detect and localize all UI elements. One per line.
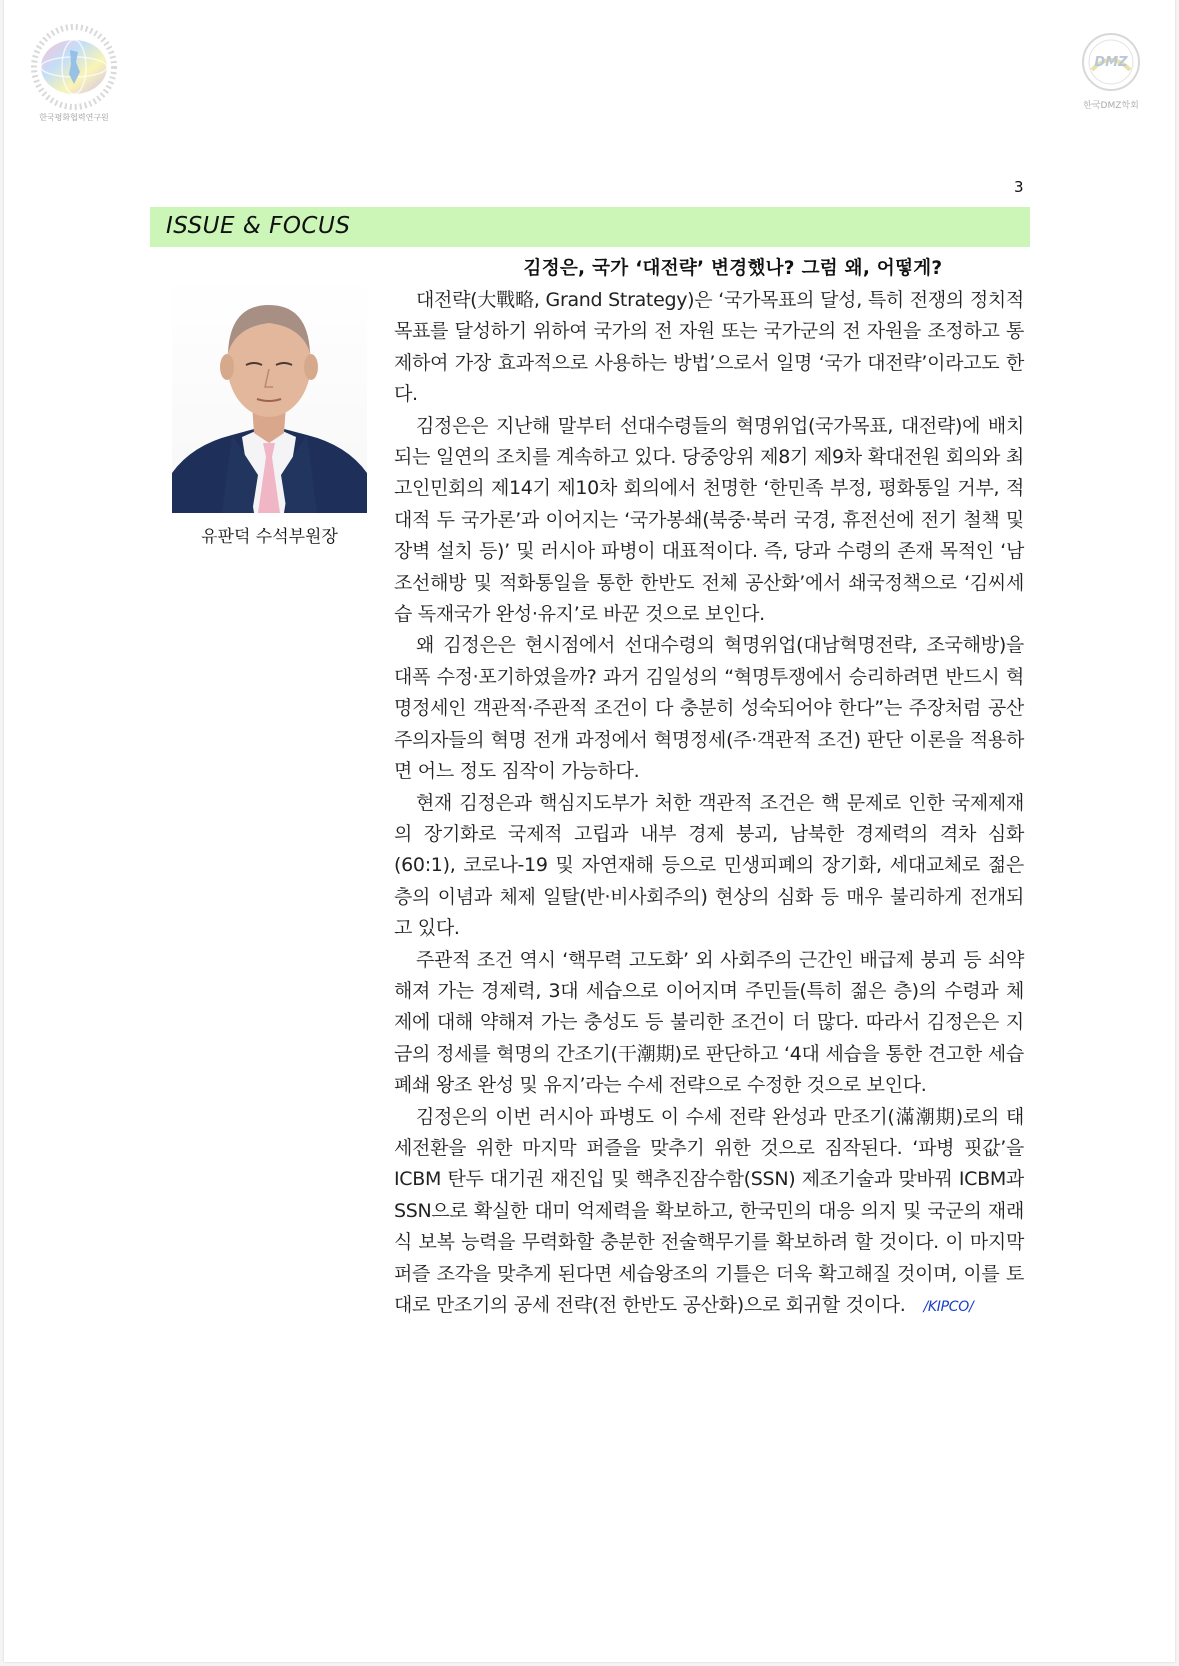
logo-left-caption: 한국평화협력연구원 [39,113,109,122]
article-paragraph: 왜 김정은은 현시점에서 선대수령의 혁명위업(대남혁명전략, 조국해방)을 대폭 수정·포기하였을까? 과거 김일성의 “혁명투쟁에서 승리하려면 반드시 혁명정세인 객관적·주관적 조건이 다 충분히 성숙되어야 한다”는 주장처럼 공산주의자들의 혁명 전개 과정에서 혁명정세(주·객관적 조건) 판단 이론을 적용하면 어느 정도 짐작이 가능하다. [394,634,1024,783]
article-paragraph: 주관적 조건 역시 ‘핵무력 고도화’ 외 사회주의 근간인 배급제 붕괴 등 쇠약해져 가는 경제력, 3대 세습으로 이어지며 주민들(특히 젊은 층)의 수령과 체제에 대해 약해져 가는 충성도 등 불리한 조건이 더 많다. 따라서 김정은은 지금의 정세를 혁명의 간조기(干潮期)로 판단하고 ‘4대 세습을 통한 견고한 세습폐쇄 왕조 완성 및 유지’라는 수세 전략으로 수정한 것으로 보인다. [394,948,1024,1097]
banner-label: ISSUE & FOCUS [166,213,351,239]
kipco-signature: /KIPCO/ [923,1299,974,1315]
kipco-logo [26,22,122,126]
logo-right-caption: 한국DMZ학회 [1083,101,1139,111]
article-paragraph: 김정은은 지난해 말부터 선대수령들의 혁명위업(국가목표, 대전략)에 배치되는 일연의 조치를 계속하고 있다. 당중앙위 제8기 제9차 확대전원 회의와 최고인민회의 제14기 제10차 회의에서 천명한 ‘한민족 부정, 평화통일 거부, 적대적 두 국가론’과 이어지는 ‘국가봉쇄(북중·북러 국경, 휴전선에 전기 철책 및 장벽 설치 등)’ 및 러시아 파병이 대표적이다. 즉, 당과 수령의 존재 목적인 ‘남조선해방 및 적화통일을 통한 한반도 전체 공산화’에서 쇄국정책으로 ‘김씨세습 독재국가 완성·유지’로 바꾼 것으로 보인다. [394,414,1024,626]
article-paragraph-text: 김정은의 이번 러시아 파병도 이 수세 전략 완성과 만조기(滿潮期)로의 태세전환을 위한 마지막 퍼즐을 맞추기 위한 것으로 짐작된다. ‘파병 핏값’을 ICBM 탄두 대기권 재진입 및 핵추진잠수함(SSN) 제조기술과 맞바꿔 ICBM과 SSN으로 확실한 대미 억제력을 확보하고, 한국민의 대응 의지 및 국군의 재래식 보복 능력을 무력화할 충분한 전술핵무기를 확보하려 할 것이다. 이 마지막 퍼즐 조각을 맞추게 된다면 세습왕조의 기틀은 더욱 확고해질 것이며, 이를 토대로 만조기의 공세 전략(전 한반도 공산화)으로 회귀할 것이다. [394,1105,1024,1316]
author-caption: 유판덕 수석부원장 [201,527,338,547]
article-paragraph-last [394,1102,1024,1324]
globe-logo-icon [26,22,122,112]
article [394,254,1024,1323]
page-number: 3 [1014,178,1024,196]
dmz-logo-text: DMZ [1094,55,1128,70]
dmz-logo [1070,30,1152,120]
dmz-emblem-icon [1070,30,1152,96]
article-title: 김정은, 국가 ‘대전략’ 변경했나? 그럼 왜, 어떻게? [523,258,943,279]
author-portrait-icon [172,275,367,513]
document-page [4,0,1175,1662]
issue-focus-banner [150,207,1030,247]
article-paragraph: 대전략(大戰略, Grand Strategy)은 ‘국가목표의 달성, 특히 전쟁의 정치적 목표를 달성하기 위하여 국가의 전 자원 또는 국가군의 전 자원을 조정하고 통제하여 가장 효과적으로 사용하는 방법’으로서 일명 ‘국가 대전략’이라고도 한다. [394,289,1024,406]
author-photo [172,275,367,513]
article-paragraph: 현재 김정은과 핵심지도부가 처한 객관적 조건은 핵 문제로 인한 국제제재의 장기화로 국제적 고립과 내부 경제 붕괴, 남북한 경제력의 격차 심화(60:1), 코로나-19 및 자연재해 등으로 민생피폐의 장기화, 세대교체로 젊은 층의 이념과 체제 일탈(반·비사회주의) 현상의 심화 등 매우 불리하게 전개되고 있다. [394,791,1024,940]
